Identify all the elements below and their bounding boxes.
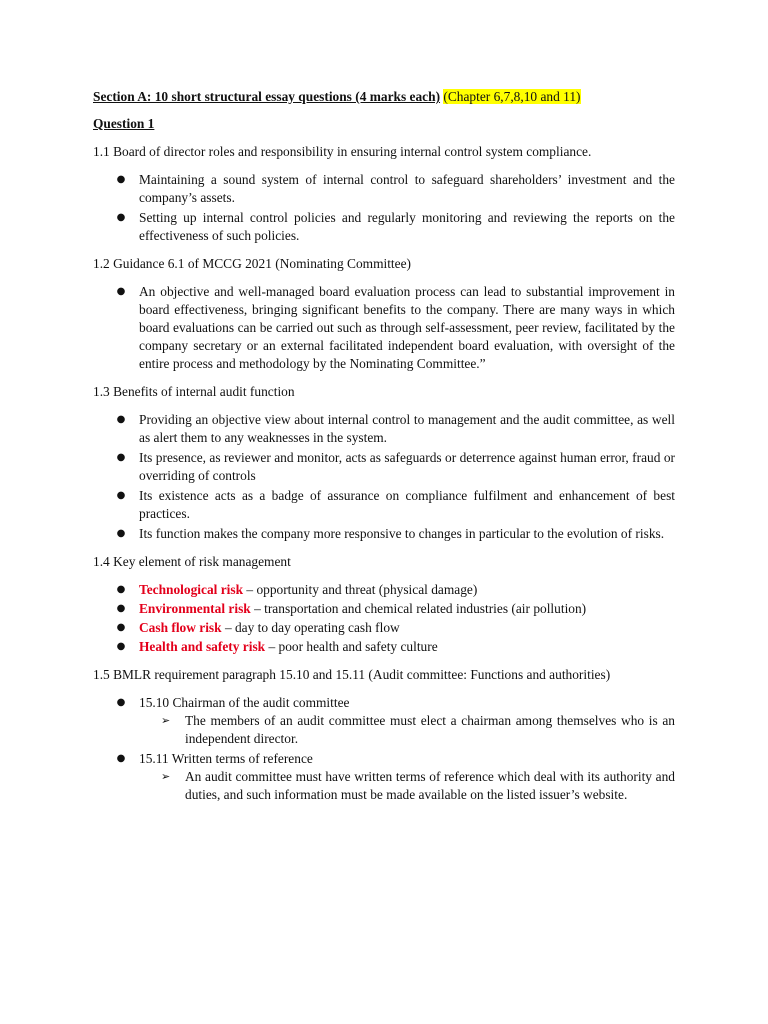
question-heading: Question 1 bbox=[93, 116, 155, 131]
sub-list bbox=[139, 712, 675, 748]
list-item-text: Providing an objective view about internal control to management and the audit committee, as well as alert them to any weaknesses in the system. bbox=[139, 412, 675, 445]
section-title: Section A: 10 short structural essay questions (4 marks each) bbox=[93, 89, 441, 104]
list-item-text: Its presence, as reviewer and monitor, acts as safeguards or deterrence against human error, fraud or overriding of controls bbox=[139, 450, 675, 483]
sub-list-item-text: The members of an audit committee must elect a chairman among themselves who is an independent director. bbox=[185, 713, 675, 746]
list-item bbox=[93, 619, 675, 637]
risk-description: – poor health and safety culture bbox=[265, 639, 438, 654]
arrow-bullet-icon: ➢ bbox=[161, 714, 171, 727]
sub-list bbox=[139, 768, 675, 804]
bullet-dot-icon: ● bbox=[116, 622, 126, 633]
bullet-dot-icon: ● bbox=[116, 753, 126, 764]
risk-term: Cash flow risk bbox=[139, 620, 222, 635]
risk-description: – opportunity and threat (physical damage) bbox=[243, 582, 478, 597]
list-item bbox=[93, 449, 675, 485]
risk-term: Environmental risk bbox=[139, 601, 251, 616]
document-body bbox=[93, 88, 675, 814]
list-item-text: Its function makes the company more responsive to changes in particular to the evolution of risks. bbox=[139, 526, 665, 541]
list-item bbox=[93, 209, 675, 245]
bullet-dot-icon: ● bbox=[116, 584, 126, 595]
sub-list-item-text: An audit committee must have written terms of reference which deal with its authority and duties, and such information must be made available on the listed issuer’s website. bbox=[185, 769, 675, 802]
risk-term: Technological risk bbox=[139, 582, 244, 597]
q1-5-list bbox=[93, 694, 675, 804]
bullet-dot-icon: ● bbox=[116, 528, 126, 539]
sub-list-item bbox=[139, 768, 675, 804]
q1-3-list bbox=[93, 411, 675, 543]
list-item bbox=[93, 487, 675, 523]
list-item bbox=[93, 283, 675, 373]
list-item bbox=[93, 525, 675, 543]
q1-2-list bbox=[93, 283, 675, 373]
list-item bbox=[93, 171, 675, 207]
bullet-dot-icon: ● bbox=[116, 414, 126, 425]
bullet-dot-icon: ● bbox=[116, 212, 126, 223]
q1-5-heading: 1.5 BMLR requirement paragraph 15.10 and 15.11 (Audit committee: Functions and authorities) bbox=[93, 667, 611, 682]
arrow-bullet-icon: ➢ bbox=[161, 770, 171, 783]
risk-description: – day to day operating cash flow bbox=[221, 620, 400, 635]
q1-2-heading: 1.2 Guidance 6.1 of MCCG 2021 (Nominating Committee) bbox=[93, 256, 411, 271]
list-item-text: Maintaining a sound system of internal control to safeguard shareholders’ investment and the company’s assets. bbox=[139, 172, 675, 205]
q1-4-list bbox=[93, 581, 675, 656]
list-item-text: Its existence acts as a badge of assurance on compliance fulfilment and enhancement of best practices. bbox=[139, 488, 675, 521]
list-item-text: Setting up internal control policies and regularly monitoring and reviewing the reports on the effectiveness of such policies. bbox=[139, 210, 675, 243]
q1-1-list bbox=[93, 171, 675, 245]
bullet-dot-icon: ● bbox=[116, 286, 126, 297]
list-item-text: 15.10 Chairman of the audit committee bbox=[139, 695, 350, 710]
risk-term: Health and safety risk bbox=[139, 639, 266, 654]
bullet-dot-icon: ● bbox=[116, 697, 126, 708]
q1-3-heading: 1.3 Benefits of internal audit function bbox=[93, 384, 295, 399]
list-item bbox=[93, 581, 675, 599]
bullet-dot-icon: ● bbox=[116, 490, 126, 501]
q1-1-heading: 1.1 Board of director roles and responsibility in ensuring internal control system compliance. bbox=[93, 144, 592, 159]
chapter-note: (Chapter 6,7,8,10 and 11) bbox=[443, 89, 581, 104]
list-item bbox=[93, 750, 675, 804]
risk-description: – transportation and chemical related industries (air pollution) bbox=[250, 601, 587, 616]
list-item-text: An objective and well-managed board evaluation process can lead to substantial improvement in board effectiveness, bringing significant benefits to the company. There are many ways in which board evaluations can be carried out such as through self-assessment, peer review, facilitated by the company secretary or an external facilitated independent board evaluation, with oversight of the entire process and methodology by the Nominating Committee.” bbox=[139, 284, 675, 371]
list-item bbox=[93, 600, 675, 618]
bullet-dot-icon: ● bbox=[116, 603, 126, 614]
sub-list-item bbox=[139, 712, 675, 748]
list-item bbox=[93, 694, 675, 748]
bullet-dot-icon: ● bbox=[116, 641, 126, 652]
q1-4-heading: 1.4 Key element of risk management bbox=[93, 554, 291, 569]
list-item bbox=[93, 638, 675, 656]
bullet-dot-icon: ● bbox=[116, 452, 126, 463]
list-item bbox=[93, 411, 675, 447]
list-item-text: 15.11 Written terms of reference bbox=[139, 751, 313, 766]
section-title-line bbox=[93, 88, 675, 106]
bullet-dot-icon: ● bbox=[116, 174, 126, 185]
